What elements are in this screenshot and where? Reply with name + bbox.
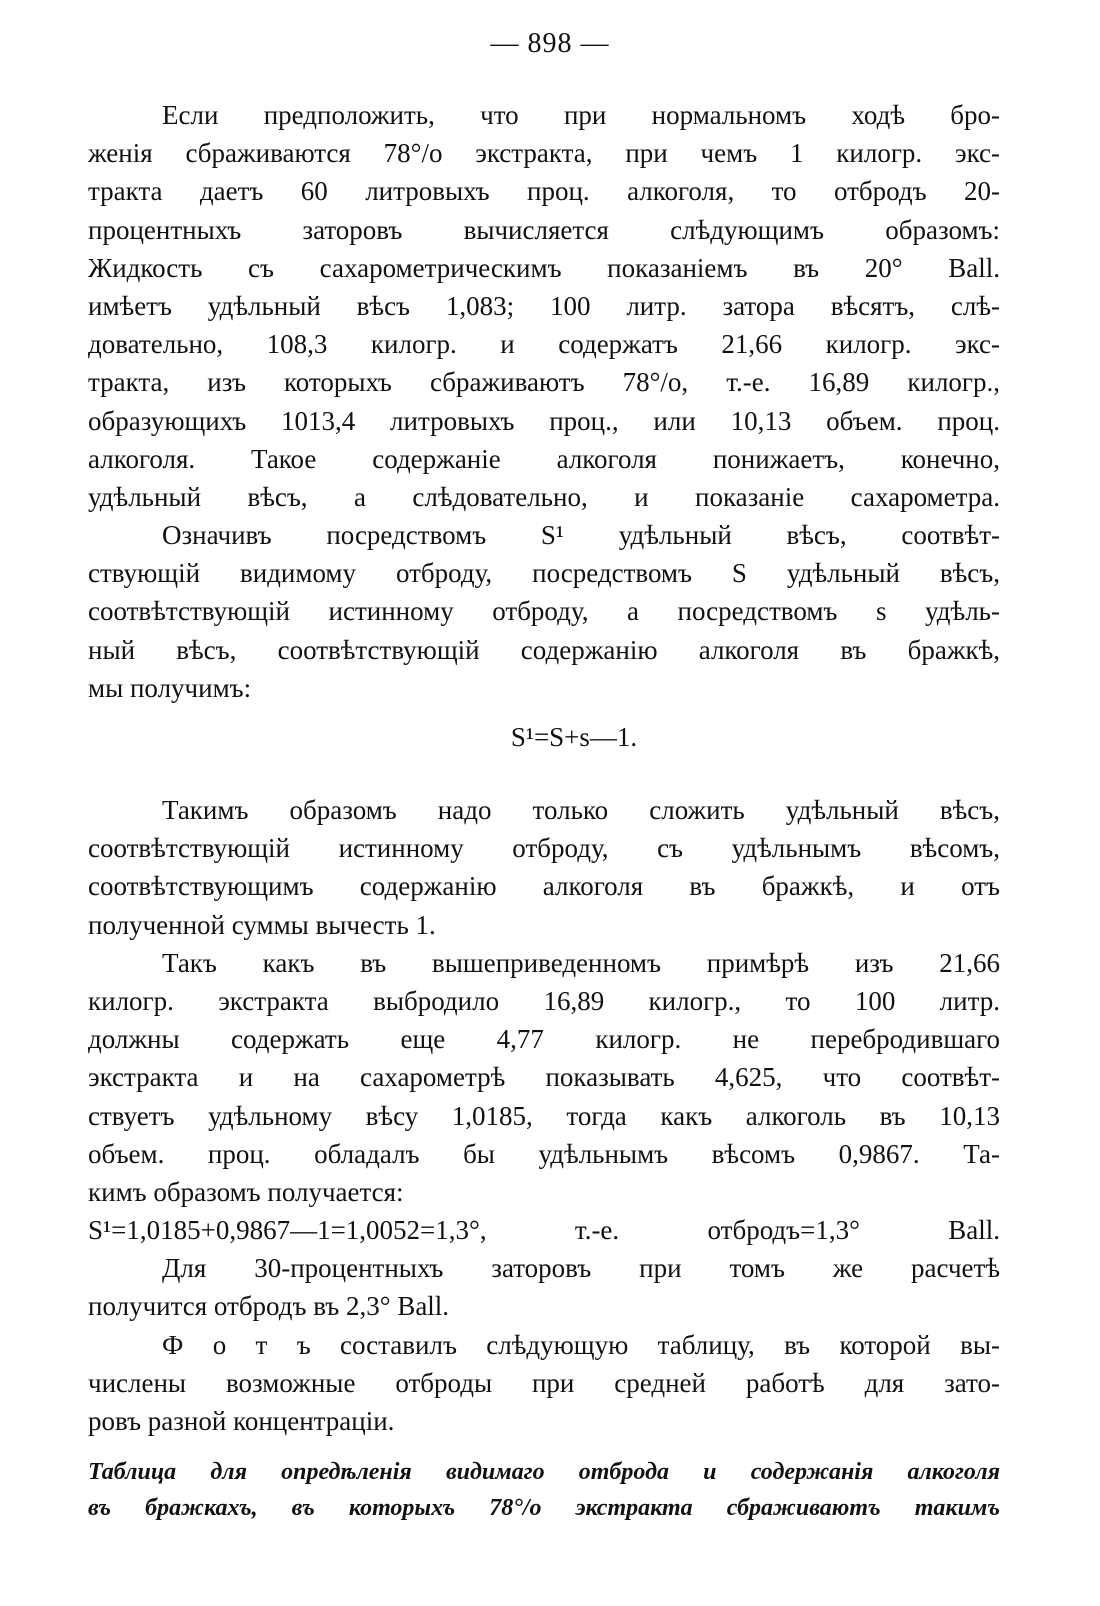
text-line: довательно, 108,3 килогр. и содержатъ 21,66 килогр. экс- [88,329,1000,360]
paragraph-notation [88,516,1000,707]
text-line: Такимъ образомъ надо только сложить удѣльный вѣсъ, [162,795,1000,825]
text-line: Для 30-процентныхъ заторовъ при томъ же расчетѣ [162,1253,1000,1284]
text-line: соотвѣтствующимъ содержанію алкоголя въ бражкѣ, и отъ [88,871,1000,902]
text-line: удѣльный вѣсъ, а слѣдовательно, и показаніе сахарометра. [88,481,1000,512]
text-line: тракта, изъ которыхъ сбраживаютъ 78°/о, т.-е. 16,89 килогр., [88,367,1000,398]
text-line: Если предположить, что при нормальномъ ходѣ бро- [162,100,1000,130]
paragraph-table-intro [88,1326,1000,1441]
table-caption [88,1454,1000,1526]
text-line: должны содержать еще 4,77 килогр. не перебродившаго [88,1024,1000,1055]
text-line: полученной суммы вычесть 1. [88,909,436,940]
paragraph-fermentation-example [88,96,1000,516]
text-line: соотвѣтствующій истинному отброду, съ удѣльнымъ вѣсомъ, [88,833,1000,864]
text-line: Жидкость съ сахарометрическимъ показаніемъ въ 20° Ball. [88,252,1000,283]
formula: S¹=S+s—1. [510,722,638,752]
text-line: экстракта и на сахарометрѣ показывать 4,625, что соотвѣт- [88,1062,1000,1093]
text-line: ствуетъ удѣльному вѣсу 1,0185, тогда какъ алкоголь въ 10,13 [88,1100,1000,1131]
text-line: ный вѣсъ, соотвѣтствующій содержанію алкоголя въ бражкѣ, [88,634,1000,665]
text-line: ровъ разной концентраціи. [88,1406,395,1436]
text-line-formula: S¹=1,0185+0,9867—1=1,0052=1,3°, т.-е. отбродъ=1,3° Ball. [88,1215,1000,1246]
text-line: имѣетъ удѣльный вѣсъ 1,083; 100 литр. затора вѣсятъ, слѣ- [88,290,1000,321]
paragraph-thirty-percent [88,1249,1000,1325]
text-line: ствующій видимому отброду, посредствомъ S удѣльный вѣсъ, [88,558,1000,589]
text-line: кимъ образомъ получается: [88,1176,404,1207]
page-body [88,96,1000,1526]
text-line: Такъ какъ въ вышеприведенномъ примѣрѣ изъ 21,66 [162,947,1000,978]
text-line: женія сбраживаются 78°/о экстракта, при чемъ 1 килогр. экс- [88,138,1000,169]
page-number: — 898 — [490,28,610,59]
text-line: килогр. экстракта выбродило 16,89 килогр., то 100 литр. [88,985,1000,1016]
text-line: числены возможные отброды при средней работѣ для зато- [88,1367,1000,1398]
text-line: мы получимъ: [88,672,252,703]
paragraph-calculation [88,944,1000,1250]
text-line: Означивъ посредствомъ S¹ удѣльный вѣсъ, соотвѣт- [162,520,1000,551]
text-line: процентныхъ заторовъ вычисляется слѣдующимъ образомъ: [88,214,1000,245]
text-line: Ф о т ъ составилъ слѣдующую таблицу, въ которой вы- [162,1329,1000,1360]
caption-line: Таблица для опредѣленія видимаго отброда и содержанія алкоголя [88,1459,1000,1486]
text-line: образующихъ 1013,4 литровыхъ проц., или 10,13 объем. проц. [88,405,1000,436]
text-line: соотвѣтствующій истинному отброду, а посредствомъ s удѣль- [88,596,1000,627]
caption-line: въ бражкахъ, въ которыхъ 78°/о экстракта сбраживаютъ такимъ [88,1495,1000,1522]
text-line: получится отбродъ въ 2,3° Ball. [88,1291,450,1322]
paragraph-summation [88,791,1000,944]
text-line: тракта даетъ 60 литровыхъ проц. алкоголя, то отбродъ 20- [88,176,1000,207]
text-line: объем. проц. обладалъ бы удѣльнымъ вѣсомъ 0,9867. Та- [88,1138,1000,1169]
text-line: алкоголя. Такое содержаніе алкоголя понижаетъ, конечно, [88,443,1000,474]
